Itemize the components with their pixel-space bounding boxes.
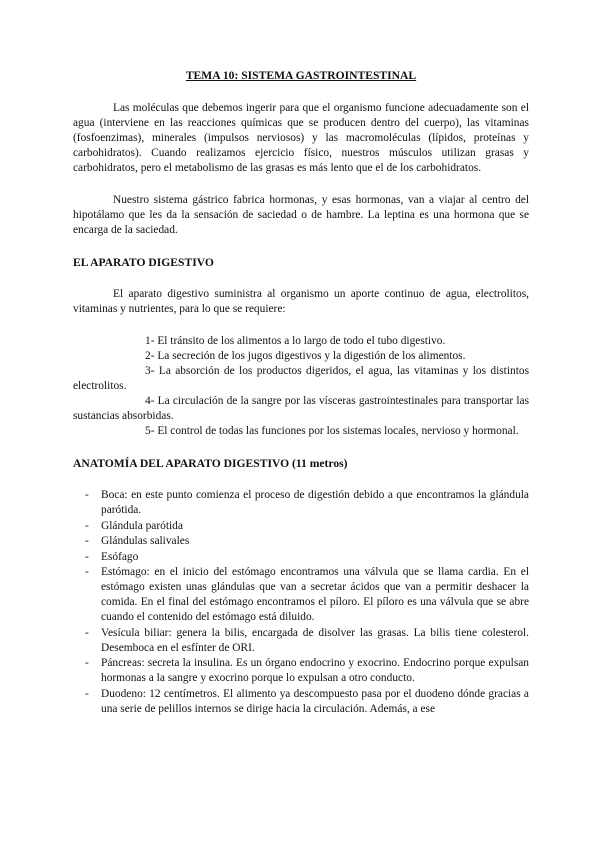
anatomy-item-pancreas [73,656,529,686]
anatomy-item-boca [73,488,529,518]
requirement-item: 1- El tránsito de los alimentos a lo largo de todo el tubo digestivo. [145,335,446,347]
anatomy-item-text: Glándulas salivales [101,535,190,547]
anatomy-item-text: Boca: en este punto comienza el proceso de digestión debido a que encontramos la glándula parótida. [101,489,529,516]
anatomy-item-text: Glándula parótida [101,519,183,532]
list-dash: - [85,657,89,669]
anatomy-list [73,488,529,717]
list-dash: - [85,687,89,700]
requirement-item: 4- La circulación de la sangre por las vísceras gastrointestinales para transportar las sustancias absorbidas. [73,395,529,422]
anatomy-item-duodeno [73,687,529,717]
list-dash: - [85,535,89,547]
anatomy-item-salivales [73,534,529,549]
requirement-item: 3- La absorción de los productos digeridos, el agua, las vitaminas y los distintos electrolitos. [73,365,529,392]
anatomy-item-text: Páncreas: secreta la insulina. Es un órgano endocrino y exocrino. Endocrino porque expulsan hormonas a la sangre y exocrino porque lo expulsan a otro conducto. [101,657,529,684]
heading-anatomy: ANATOMÍA DEL APARATO DIGESTIVO (11 metros) [73,457,348,470]
list-dash: - [85,519,89,532]
anatomy-item-estomago [73,565,529,625]
requirements-list [73,334,529,439]
document-title: TEMA 10: SISTEMA GASTROINTESTINAL [185,69,417,82]
list-dash: - [85,489,89,501]
anatomy-item-vesicula [73,626,529,656]
digestive-paragraph: El aparato digestivo suministra al organismo un aporte continuo de agua, electrolitos, vitaminas y nutrientes, para lo que se requiere: [73,288,529,315]
list-dash: - [85,566,89,578]
list-dash: - [85,550,89,563]
intro-paragraph-2: Nuestro sistema gástrico fabrica hormonas, y esas hormonas, van a viajar al centro del hipotálamo que les da la sensación de saciedad o de hambre. La leptina es una hormona que se encarga de la saciedad. [73,194,529,236]
anatomy-item-parotida [73,519,529,534]
anatomy-item-esofago [73,550,529,565]
intro-paragraph-1: Las moléculas que debemos ingerir para que el organismo funcione adecuadamente son el agua (interviene en las reacciones químicas que se producen dentro del cuerpo), las vitaminas (fosfoenzimas), minerales (impulsos nerviosos) y las macromoléculas (lípidos, proteínas y carbohidratos). Cuando realizamos ejercicio físico, nuestros músculos utilizan grasas y carbohidratos, pero el metabolismo de las grasas es más lento que el de los carbohidratos. [73,102,529,174]
anatomy-item-text: Duodeno: 12 centímetros. El alimento ya descompuesto pasa por el duodeno dónde gracias a una serie de pelillos internos se dirige hacia la circulación. Además, a ese [101,687,529,715]
anatomy-item-text: Estómago: en el inicio del estómago encontramos una válvula que se llama cardia. En el estómago existen unas glándulas que van a secretar ácidos que van a permitir deshacer la comida. En el final del estómago encontramos el píloro. El píloro es una válvula que se abre cuando el contenido del estómago está diluido. [101,566,529,623]
anatomy-item-text: Esófago [101,550,139,563]
requirement-item: 5- El control de todas las funciones por los sistemas locales, nervioso y hormonal. [145,425,519,437]
list-dash: - [85,626,89,639]
anatomy-item-text: Vesícula biliar: genera la bilis, encargada de disolver las grasas. La bilis tiene colesterol. Desemboca en el esfínter de ORI. [101,626,529,654]
heading-digestive-system: EL APARATO DIGESTIVO [73,256,214,269]
requirement-item: 2- La secreción de los jugos digestivos y la digestión de los alimentos. [145,350,466,362]
document-page [73,68,529,717]
